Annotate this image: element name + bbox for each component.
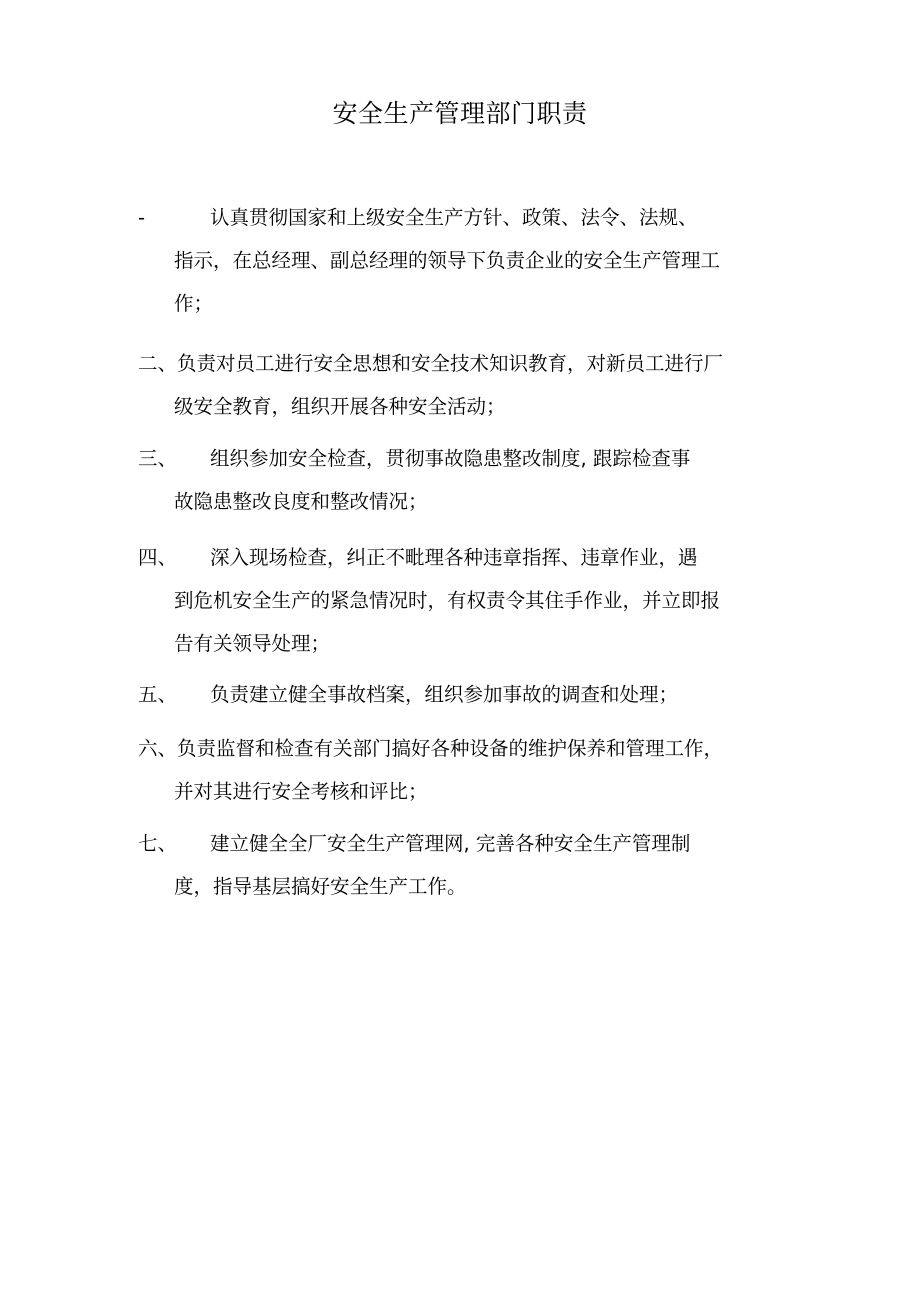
duty-item-4 bbox=[138, 536, 798, 665]
duty-item-2-line-1: 二、负责对员工进行安全思想和安全技术知识教育，对新员工进行厂 bbox=[138, 342, 798, 385]
duty-item-7 bbox=[138, 822, 798, 908]
document-title: 安全生产管理部门职责 bbox=[332, 99, 588, 128]
duty-item-2-line-2: 级安全教育，组织开展各种安全活动； bbox=[174, 395, 506, 418]
duty-item-6 bbox=[138, 727, 798, 813]
duty-item-3 bbox=[138, 437, 798, 523]
duty-item-1-marker: - bbox=[138, 206, 146, 229]
duty-item-4-line-3: 告有关领导处理； bbox=[174, 632, 331, 655]
duty-item-7-marker: 七、 bbox=[138, 832, 178, 855]
duty-item-3-line-1: 三、 组织参加安全检查，贯彻事故隐患整改制度, 跟踪检查事 bbox=[138, 437, 798, 480]
duty-item-5-line-1: 五、 负责建立健全事故档案，组织参加事故的调查和处理； bbox=[138, 673, 798, 716]
duty-item-6-marker: 六、 bbox=[138, 737, 178, 760]
duty-item-6-line-2: 并对其进行安全考核和评比； bbox=[174, 780, 428, 803]
duty-item-5 bbox=[138, 673, 798, 716]
duty-item-4-marker: 四、 bbox=[138, 546, 178, 569]
duty-item-2-marker: 二、 bbox=[138, 352, 178, 375]
duty-item-2 bbox=[138, 342, 798, 428]
duty-item-6-line-1: 六、负责监督和检查有关部门搞好各种设备的维护保养和管理工作， bbox=[138, 727, 798, 770]
duty-item-4-line-2: 到危机安全生产的紧急情况时，有权责令其住手作业，并立即报 bbox=[174, 589, 721, 612]
duty-item-3-line-2: 故隐患整改良度和整改情况； bbox=[174, 490, 428, 513]
duty-item-7-line-2: 度，指导基层搞好安全生产工作。 bbox=[174, 875, 467, 898]
duty-item-1-line-3: 作； bbox=[174, 292, 214, 315]
duty-item-1 bbox=[138, 196, 798, 325]
duty-item-1-line-1: - 认真贯彻国家和上级安全生产方针、政策、法令、法规、 bbox=[138, 196, 798, 239]
duty-item-1-line-2: 指示，在总经理、副总经理的领导下负责企业的安全生产管理工 bbox=[174, 249, 721, 272]
duty-item-5-marker: 五、 bbox=[138, 683, 178, 706]
duty-item-3-marker: 三、 bbox=[138, 447, 178, 470]
duty-item-7-line-1: 七、 建立健全全厂安全生产管理网, 完善各种安全生产管理制 bbox=[138, 822, 798, 865]
duty-item-4-line-1: 四、 深入现场检查，纠正不毗理各种违章指挥、违章作业，遇 bbox=[138, 536, 798, 579]
